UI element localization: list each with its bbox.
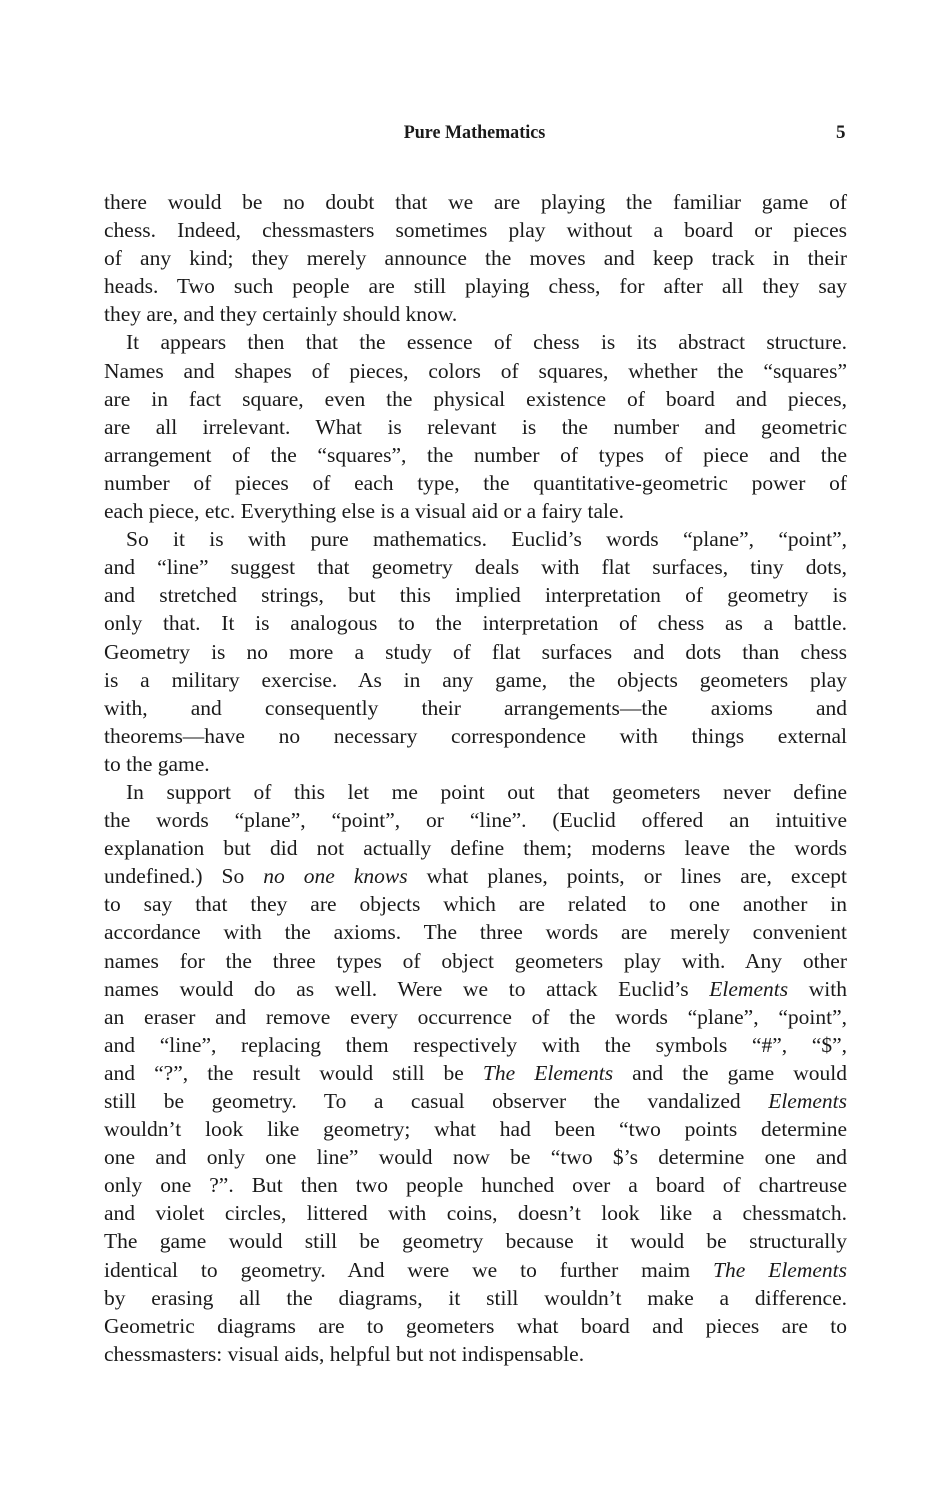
italic-emphasis: The Elements: [713, 1257, 848, 1282]
text-line: by erasing all the diagrams, it still wouldn’t make a difference.: [104, 1285, 847, 1310]
text-line: accordance with the axioms. The three words are merely convenient: [104, 920, 847, 945]
text-line: and “line” suggest that geometry deals with flat surfaces, tiny dots,: [104, 555, 847, 580]
body-text: [104, 188, 847, 1368]
text-line: undefined.) So no one knows what planes, points, or lines are, except: [104, 864, 847, 889]
text-line: and “?”, the result would still be The Elements and the game would: [104, 1060, 847, 1085]
paragraph: [104, 328, 847, 525]
italic-emphasis: Elements: [768, 1089, 847, 1113]
text-line: is a military exercise. As in any game, the objects geometers play: [104, 667, 847, 692]
text-line: Names and shapes of pieces, colors of squares, whether the “squares”: [104, 358, 847, 383]
text-line: and “line”, replacing them respectively with the symbols “#”, “$”,: [104, 1032, 847, 1057]
text-line: only that. It is analogous to the interpretation of chess as a battle.: [104, 611, 847, 636]
text-line: arrangement of the “squares”, the number of types of piece and the: [104, 442, 847, 467]
text-line: Geometry is no more a study of flat surfaces and dots than chess: [104, 639, 847, 664]
italic-emphasis: The Elements: [482, 1060, 614, 1085]
page-number: 5: [836, 122, 846, 143]
text-line: and stretched strings, but this implied interpretation of geometry is: [104, 583, 847, 608]
paragraph: [104, 525, 847, 778]
text-line: an eraser and remove every occurrence of the words “plane”, “point”,: [104, 1004, 847, 1029]
running-head: [0, 120, 949, 148]
text-line: are all irrelevant. What is relevant is the number and geometric: [104, 414, 847, 439]
text-line: chessmasters: visual aids, helpful but not indispensable.: [104, 1341, 585, 1366]
paragraph: [104, 188, 847, 328]
text-line: chess. Indeed, chessmasters sometimes play without a board or pieces: [104, 218, 847, 243]
text-line: to say that they are objects which are related to one another in: [104, 892, 847, 917]
text-line: names would do as well. Were we to attack Euclid’s Elements with: [104, 976, 847, 1001]
text-line: one and only one line” would now be “two $’s determine one and: [104, 1145, 847, 1170]
text-line: It appears then that the essence of chess is its abstract structure.: [126, 330, 847, 355]
text-line: they are, and they certainly should know.: [104, 302, 458, 327]
text-line: theorems—have no necessary correspondence with things external: [104, 723, 847, 748]
text-line: of any kind; they merely announce the moves and keep track in their: [104, 246, 847, 271]
text-line: to the game.: [104, 751, 210, 776]
text-line: heads. Two such people are still playing chess, for after all they say: [104, 274, 847, 299]
text-line: wouldn’t look like geometry; what had been “two points determine: [104, 1117, 847, 1142]
text-line: The game would still be geometry because it would be structurally: [104, 1229, 847, 1254]
italic-emphasis: Elements: [709, 976, 789, 1001]
text-line: Geometric diagrams are to geometers what board and pieces are to: [104, 1313, 847, 1338]
running-title: Pure Mathematics: [403, 122, 546, 143]
text-line: identical to geometry. And were we to further maim The Elements: [104, 1257, 848, 1282]
text-line: the words “plane”, “point”, or “line”. (Euclid offered an intuitive: [104, 808, 847, 833]
text-line: there would be no doubt that we are playing the familiar game of: [104, 190, 847, 214]
italic-emphasis: no one knows: [263, 864, 408, 889]
text-line: and violet circles, littered with coins, doesn’t look like a chessmatch.: [104, 1201, 847, 1226]
text-line: In support of this let me point out that geometers never define: [126, 779, 847, 804]
text-line: only one ?”. But then two people hunched over a board of chartreuse: [104, 1173, 847, 1198]
text-line: names for the three types of object geometers play with. Any other: [104, 948, 847, 973]
text-line: are in fact square, even the physical existence of board and pieces,: [104, 386, 847, 411]
text-line: still be geometry. To a casual observer the vandalized Elements: [104, 1089, 847, 1113]
text-line: explanation but did not actually define them; moderns leave the words: [104, 836, 847, 861]
text-line: with, and consequently their arrangements—the axioms and: [104, 695, 847, 720]
text-line: each piece, etc. Everything else is a visual aid or a fairy tale.: [104, 499, 624, 524]
text-line: So it is with pure mathematics. Euclid’s words “plane”, “point”,: [126, 527, 847, 552]
paragraph: [104, 778, 847, 1368]
text-line: number of pieces of each type, the quantitative-geometric power of: [104, 470, 847, 495]
